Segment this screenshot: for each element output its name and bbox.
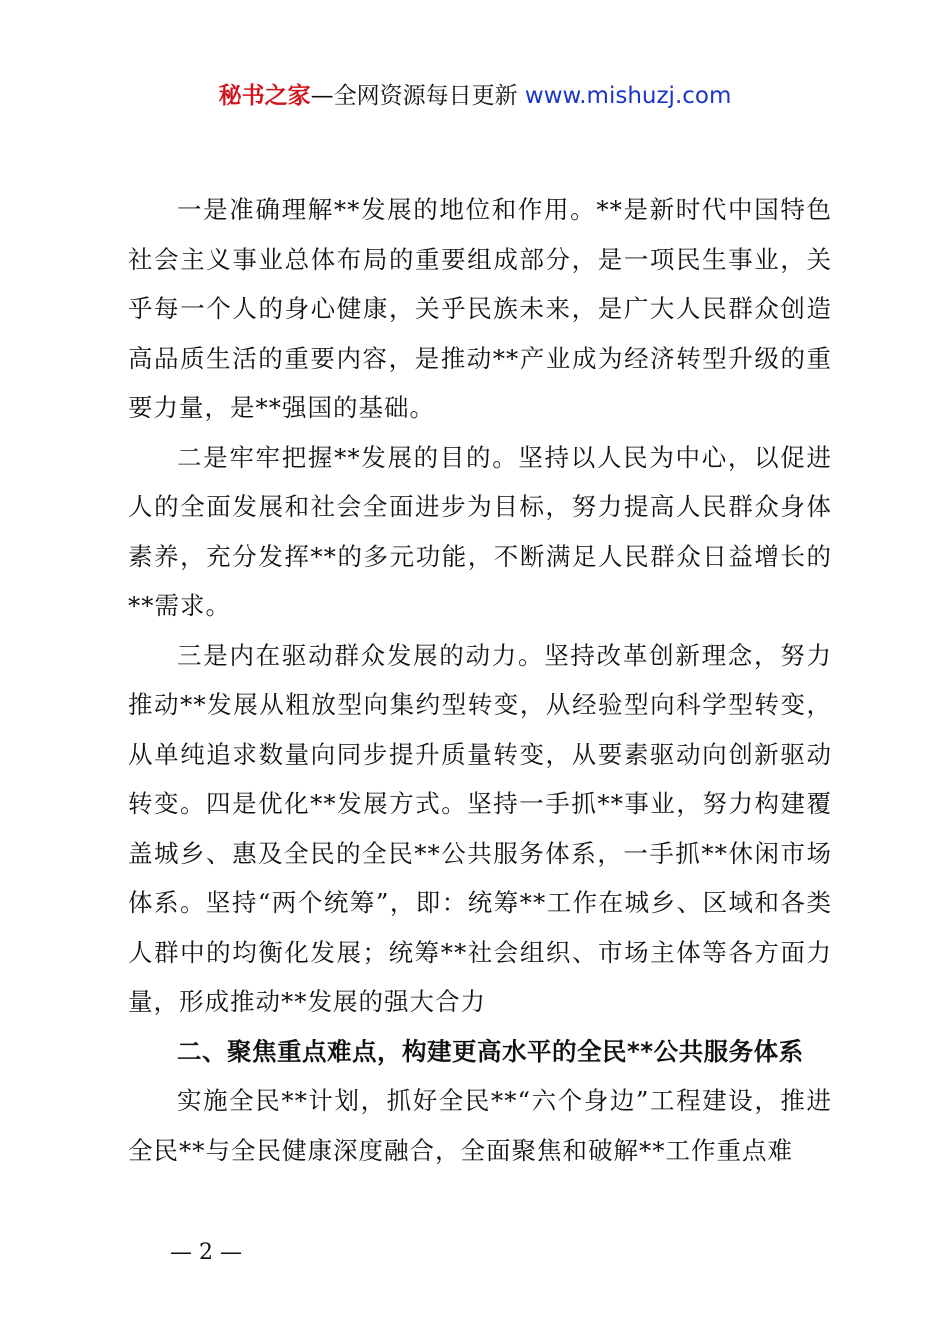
site-header xyxy=(0,80,950,112)
header-tagline: —全网资源每日更新 xyxy=(310,83,525,109)
page-number: — 2 — xyxy=(170,1240,242,1265)
paragraph-1: 一是准确理解**发展的地位和作用。**是新时代中国特色社会主义事业总体布局的重要组成部分，是一项民生事业，关乎每一个人的身心健康，关乎民族未来，是广大人民群众创造高品质生活的重要内容，是推动**产业成为经济转型升级的重要力量，是**强国的基础。 xyxy=(128,195,832,422)
document-body xyxy=(128,185,832,1175)
brand-name: 秘书之家 xyxy=(218,83,311,109)
paragraph-4: 实施全民**计划，抓好全民**“六个身边”工程建设，推进全民**与全民健康深度融合，全面聚焦和破解**工作重点难 xyxy=(128,1086,832,1165)
paragraph-2: 二是牢牢把握**发展的目的。坚持以人民为中心，以促进人的全面发展和社会全面进步为目标，努力提高人民群众身体素养，充分发挥**的多元功能，不断满足人民群众日益增长的**需求。 xyxy=(128,442,832,620)
site-url-link[interactable]: www.mishuzj.com xyxy=(524,83,732,109)
paragraph-3: 三是内在驱动群众发展的动力。坚持改革创新理念，努力推动**发展从粗放型向集约型转变，从经验型向科学型转变，从单纯追求数量向同步提升质量转变，从要素驱动向创新驱动转变。四是优化**发展方式。坚持一手抓**事业，努力构建覆盖城乡、惠及全民的全民**公共服务体系，一手抓**休闲市场体系。坚持“两个统筹”，即：统筹**工作在城乡、区域和各类人群中的均衡化发展；统筹**社会组织、市场主体等各方面力量，形成推动**发展的强大合力 xyxy=(128,640,832,1016)
section-heading: 二、聚焦重点难点，构建更高水平的全民**公共服务体系 xyxy=(177,1036,804,1066)
